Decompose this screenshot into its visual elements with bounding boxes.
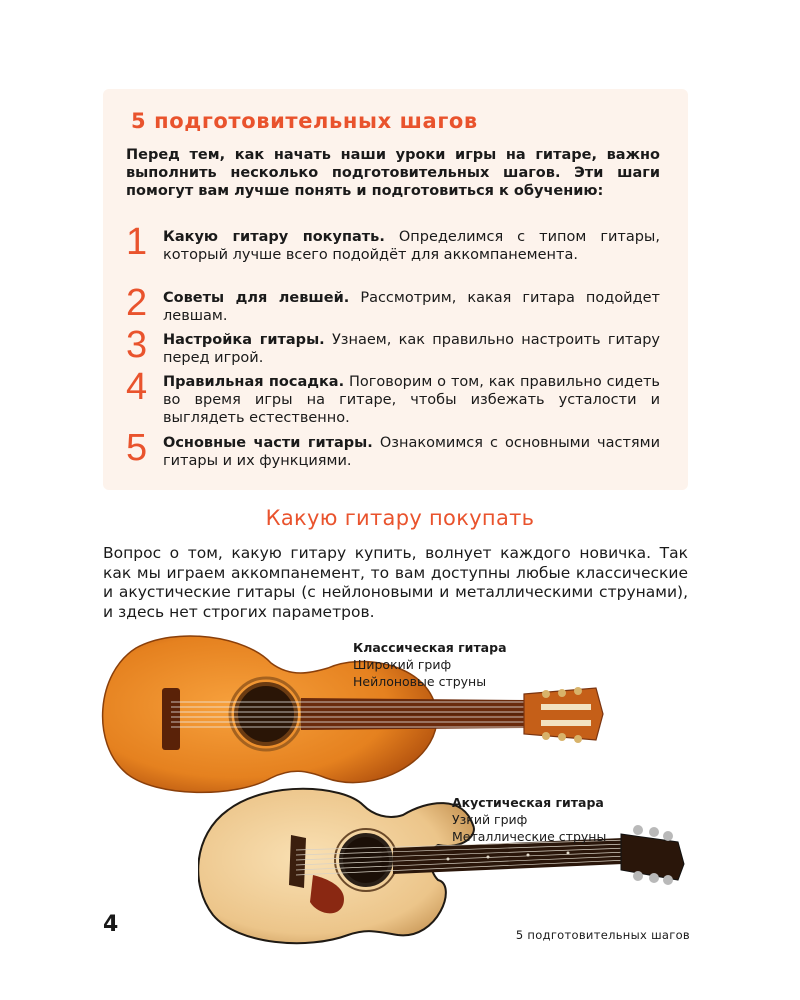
acoustic-line1: Узкий гриф	[452, 812, 528, 827]
classical-guitar-icon	[96, 628, 606, 798]
acoustic-guitar-icon	[198, 780, 690, 945]
acoustic-line2: Металлические струны	[452, 829, 607, 844]
step-title: Советы для левшей.	[163, 290, 350, 306]
step-text	[163, 434, 660, 470]
section-title: Какую гитару покупать	[265, 506, 535, 530]
step-description: Узнаем, как правильно настроить гитару перед игрой.	[163, 332, 660, 366]
step-description: Определимся с типом гитары, который лучше всего подойдёт для аккомпанемента.	[163, 229, 660, 263]
step-number: 4	[126, 366, 148, 408]
acoustic-title: Акустическая гитара	[452, 795, 604, 810]
page-number: 4	[103, 912, 119, 937]
classical-line1: Широкий гриф	[353, 657, 452, 672]
step-title: Какую гитару покупать.	[163, 229, 385, 245]
step-title: Основные части гитары.	[163, 435, 373, 451]
box-title: 5 подготовительных шагов	[131, 109, 478, 133]
step-text	[163, 228, 660, 264]
step-number: 5	[126, 427, 148, 469]
step-description: Поговорим о том, как правильно сидеть во время игры на гитаре, чтобы избежать усталости и выглядеть естественно.	[163, 374, 660, 426]
classical-line2: Нейлоновые струны	[353, 674, 487, 689]
acoustic-caption	[452, 794, 606, 845]
section-text: Вопрос о том, какую гитару купить, волнует каждого новичка. Так как мы играем аккомпанемент, то вам доступны любые классические и акустические гитары (с нейлоновыми и металлическими струнами), и здесь нет строгих параметров.	[103, 544, 688, 621]
classical-title: Классическая гитара	[353, 640, 507, 655]
step-number: 2	[126, 282, 148, 324]
box-intro: Перед тем, как начать наши уроки игры на гитаре, важно выполнить несколько подготовительных шагов. Эти шаги помогут вам лучше понять и подготовиться к обучению:	[126, 147, 660, 199]
step-text	[163, 373, 660, 427]
step-number: 1	[126, 221, 148, 263]
classical-caption	[353, 639, 507, 690]
running-head: 5 подготовительных шагов	[515, 928, 690, 942]
step-text	[163, 331, 660, 367]
step-title: Настройка гитары.	[163, 332, 325, 348]
step-text	[163, 289, 660, 325]
step-description: Ознакомимся с основными частями гитары и их функциями.	[163, 435, 661, 469]
step-description: Рассмотрим, какая гитара подойдет левшам.	[163, 290, 661, 324]
step-title: Правильная посадка.	[163, 374, 345, 390]
step-number: 3	[126, 324, 148, 366]
